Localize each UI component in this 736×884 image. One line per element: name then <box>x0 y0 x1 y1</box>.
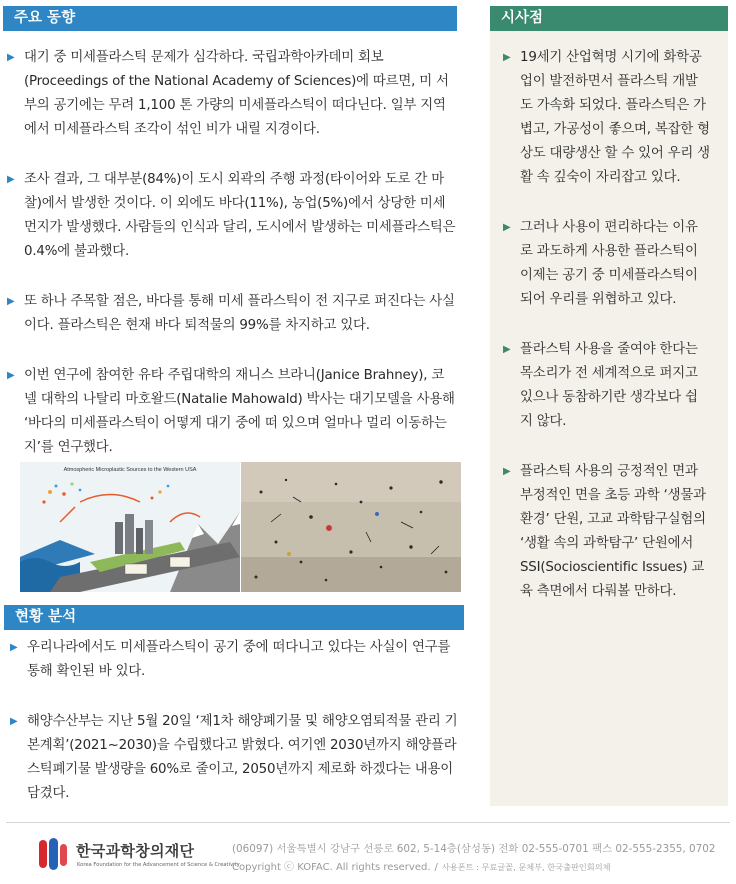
trend-item-text: 대기 중 미세플라스틱 문제가 심각하다. 국립과학아카데미 회보(Proceedings of the National Academy of Sciences)에 따르면, 미 서부의 공기에는 무려 1,100 톤 가량의 미세플라스틱이 떠다닌다. 일부 지역에서 미세플라스틱 조각이 섞인 비가 내릴 지경이다. <box>24 50 449 137</box>
copyright-text: Copyright ⓒ KOFAC. All rights reserved. <box>232 862 431 873</box>
trend-item <box>4 364 456 460</box>
bullet-arrow-icon: ▶ <box>503 466 511 477</box>
implication-item <box>500 460 710 604</box>
footer-separator: / <box>434 862 438 873</box>
status-item-text: 우리나라에서도 미세플라스틱이 공기 중에 떠다니고 있다는 사실이 연구를 통해 확인된 바 있다. <box>27 640 451 679</box>
implications-list <box>500 46 710 630</box>
status-item-text: 해양수산부는 지난 5월 20일 ‘제1차 해양폐기물 및 해양오염퇴적물 관리 기본계획’(2021~2030)을 수립했다고 밝혔다. 여기엔 2030년까지 해양플라스틱폐기물 발생량을 60%로 줄이고, 2050년까지 제로화 하겠다는 내용이 담겼다. <box>27 714 458 801</box>
particles-photo-graphic <box>241 462 461 592</box>
implication-item <box>500 338 710 434</box>
bullet-arrow-icon: ▶ <box>7 370 15 381</box>
bullet-arrow-icon: ▶ <box>503 52 511 63</box>
footer-address: (06097) 서울특별시 강남구 선릉로 602, 5-14층(삼성동) 전화 02-555-0701 팩스 02-555-2355, 0702 <box>232 843 716 855</box>
figure-title: Atmospheric Microplastic Sources to the Western USA <box>63 467 197 473</box>
org-subtitle: Korea Foundation for the Advancement of Science & Creativity <box>77 862 240 868</box>
implication-item-text: 19세기 산업혁명 시기에 화학공업이 발전하면서 플라스틱 개발도 가속화 되었다. 플라스틱은 가볍고, 가공성이 좋으며, 복잡한 형상도 대량생산 할 수 있어 우리 생활 속 깊숙이 자리잡고 있다. <box>520 50 710 185</box>
trend-item-text: 또 하나 주목할 점은, 바다를 통해 미세 플라스틱이 전 지구로 퍼진다는 사실이다. 플라스틱은 현재 바다 퇴적물의 99%를 차지하고 있다. <box>24 294 455 333</box>
section-header-trend: 주요 동향 <box>3 6 457 31</box>
status-item <box>7 636 459 684</box>
footer-copyright-line <box>232 858 611 873</box>
font-credit: 사용폰트 : 무료글꼴, 문체부, 한국출판인회의체 <box>441 862 611 872</box>
implication-item <box>500 216 710 312</box>
implication-item-text: 플라스틱 사용의 긍정적인 면과 부정적인 면을 초등 과학 ‘생물과 환경’ 단원, 고교 과학탐구실험의 ‘생활 속의 과학탐구’ 단원에서 SSI(Socioscientific Issues) 교육 측면에서 다뤄볼 만하다. <box>520 464 706 599</box>
section-header-implications: 시사점 <box>490 6 728 31</box>
trend-item <box>4 290 456 338</box>
footer-divider <box>6 822 730 823</box>
bullet-arrow-icon: ▶ <box>7 174 15 185</box>
org-name: 한국과학창의재단 <box>76 842 195 860</box>
status-item <box>7 710 459 806</box>
section-header-status: 현황 분석 <box>4 605 464 630</box>
trend-item-text: 이번 연구에 참여한 유타 주립대학의 재니스 브라니(Janice Brahney), 코넬 대학의 나탈리 마호왈드(Natalie Mahowald) 박사는 대기모델을 사용해 ‘바다의 미세플라스틱이 어떻게 대기 중에 떠 있으며 얼마나 멀리 이동하는지’를 연구했다. <box>24 368 455 455</box>
microplastic-sources-diagram <box>20 462 240 592</box>
sources-diagram-graphic <box>20 462 240 592</box>
bullet-arrow-icon: ▶ <box>7 296 15 307</box>
status-list <box>7 636 459 832</box>
trend-item <box>4 46 456 142</box>
kofac-logo-icon <box>37 836 71 872</box>
bullet-arrow-icon: ▶ <box>10 642 18 653</box>
bullet-arrow-icon: ▶ <box>7 52 15 63</box>
trend-item <box>4 168 456 264</box>
trend-item-text: 조사 결과, 그 대부분(84%)이 도시 외곽의 주행 과정(타이어와 도로 간 마찰)에서 발생한 것이다. 이 외에도 바다(11%), 농업(5%)에서 상당한 미세먼지가 발생했다. 사람들의 인식과 달리, 도시에서 발생하는 미세플라스틱은 0.4%에 불과했다. <box>24 172 456 259</box>
microplastic-particles-photo <box>241 462 461 592</box>
trend-list <box>4 46 456 486</box>
implication-item-text: 그러나 사용이 편리하다는 이유로 과도하게 사용한 플라스틱이 이제는 공기 중 미세플라스틱이 되어 우리를 위협하고 있다. <box>520 220 698 307</box>
implication-item <box>500 46 710 190</box>
bullet-arrow-icon: ▶ <box>503 344 511 355</box>
implication-item-text: 플라스틱 사용을 줄여야 한다는 목소리가 전 세계적으로 퍼지고 있으나 동참하기란 생각보다 쉽지 않다. <box>520 342 698 429</box>
bullet-arrow-icon: ▶ <box>10 716 18 727</box>
bullet-arrow-icon: ▶ <box>503 222 511 233</box>
